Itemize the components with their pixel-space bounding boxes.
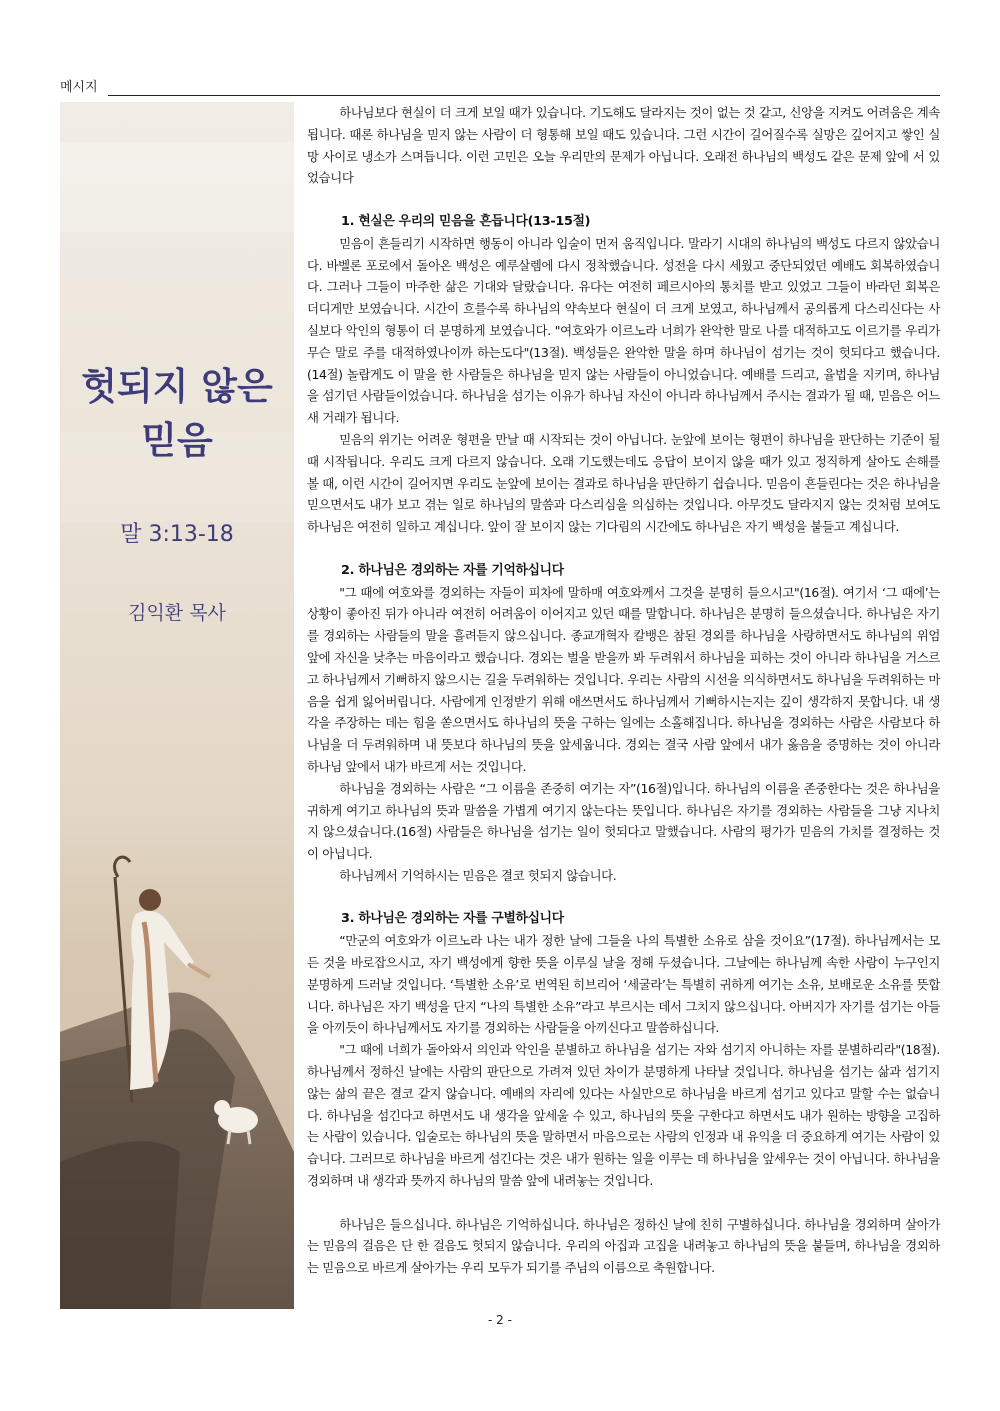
page-header <box>60 80 940 102</box>
shepherd-illustration <box>60 782 294 1309</box>
section-label: 메시지 <box>60 80 98 95</box>
background-streak <box>60 142 294 232</box>
intro-paragraph: 하나님보다 현실이 더 크게 보일 때가 있습니다. 기도해도 달라지는 것이 없는 것 같고, 신앙을 지켜도 어려움은 계속됩니다. 때론 하나님을 믿지 않는 사람이 더 형통해 보일 때도 있습니다. 그런 시간이 길어질수록 실망은 깊어지고 쌓인 실망 사이로 냉소가 스며듭니다. 이런 고민은 오늘 우리만의 문제가 아닙니다. 오래전 하나님의 백성도 같은 문제 앞에 서 있었습니다 <box>307 105 940 186</box>
spacer <box>307 189 940 211</box>
section-heading: 2. 하나님은 경외하는 자를 기억하십니다 <box>341 562 564 578</box>
body-paragraph: 믿음의 위기는 어려운 형편을 만날 때 시작되는 것이 아닙니다. 눈앞에 보이는 형편이 하나님을 판단하는 기준이 될 때 시작됩니다. 우리도 크게 다르지 않습니다. 오래 기도했는데도 응답이 보이지 않을 때가 있고 정직하게 살아도 손해를 볼 때, 이런 시간이 길어지면 우리도 눈앞에 보이는 결과로 하나님을 판단하기 쉽습니다. 믿음이 흔들린다는 것은 하나님을 믿으면서도 내가 보고 겪는 일로 하나님의 말씀과 다스리심을 의심하는 것입니다. 아무것도 달라지지 않는 것처럼 보여도 하나님은 여전히 일하고 계십니다. 앞이 잘 보이지 않는 기다림의 시간에도 하나님은 자기 백성을 붙들고 계십니다. <box>307 431 940 535</box>
spacer <box>307 1192 940 1214</box>
sermon-title-line1: 헛되지 않은 <box>81 365 273 408</box>
body-paragraph: 믿음이 흔들리기 시작하면 행동이 아니라 입술이 먼저 움직입니다. 말라기 시대의 하나님의 백성도 다르지 않았습니다. 바벨론 포로에서 돌아온 백성은 예루살렘에 다시 정착했습니다. 성전을 다시 세웠고 중단되었던 예배도 회복하였습니다. 그러나 그들이 마주한 삶은 기대와 달랐습니다. 유다는 여전히 페르시아의 통치를 받고 있었고 그들이 바라던 회복은 더디게만 보였습니다. 시간이 흐를수록 하나님의 약속보다 현실이 더 크게 보였고, 하나님께서 공의롭게 다스리신다는 사실보다 악인의 형통이 더 분명하게 보였습니다. "여호와가 이르노라 너희가 완악한 말로 나를 대적하고도 이르기를 우리가 무슨 말로 주를 대적하였나이까 하는도다"(13절). 백성들은 완악한 말을 하며 하나님이 섬기는 것이 헛되다고 했습니다.(14절) 놀랍게도 이 말을 한 사람들은 하나님을 믿지 않는 사람들이 아니었습니다. 예배를 드리고, 율법을 지키며, 하나님을 섬기던 사람들이었습니다. 하나님을 섬기는 이유가 하나님 자신이 아니라 하나님께서 주시는 결과가 될 때, 믿음은 어느새 거래가 됩니다. <box>307 235 940 426</box>
spacer <box>307 887 940 909</box>
section-heading: 3. 하나님은 경외하는 자를 구별하십니다 <box>341 911 564 927</box>
article-body <box>307 102 940 1279</box>
sermon-title-line2: 믿음 <box>141 419 213 462</box>
sermon-author: 김익환 목사 <box>128 602 226 624</box>
body-paragraph: “만군의 여호와가 이르노라 나는 내가 정한 날에 그들을 나의 특별한 소유로 삼을 것이요”(17절). 하나님께서는 모든 것을 바로잡으시고, 자기 백성에게 향한 뜻을 이루실 날을 정해 두셨습니다. 그날에는 하나님께 속한 사람이 누구인지 분명하게 드러날 것입니다. ‘특별한 소유’로 번역된 히브리어 ‘세굴라’는 특별히 귀하게 여기는 소유, 보배로운 소유를 뜻합니다. 하나님은 자기 백성을 단지 “나의 특별한 소유”라고 부르시는 데서 그치지 않으십니다. 아버지가 자기를 섬기는 아들을 아끼듯이 하나님께서도 자기를 경외하는 사람들을 아끼신다고 말씀하십니다. <box>307 933 940 1036</box>
spacer <box>307 538 940 560</box>
body-paragraph: "그 때에 너희가 돌아와서 의인과 악인을 분별하고 하나님을 섬기는 자와 섬기지 아니하는 자를 분별하리라"(18절). 하나님께서 정하신 날에는 사람의 판단으로 가려져 있던 차이가 분명하게 나타날 것입니다. 하나님을 섬기는 삶과 섬기지 않는 삶의 끝은 결코 같지 않습니다. 예배의 자리에 있다는 사실만으로 하나님을 바르게 섬기고 있다고 말할 수는 없습니다. 하나님을 섬긴다고 하면서도 내 생각을 앞세울 수 있고, 하나님의 뜻을 구한다고 하면서도 내가 원하는 방향을 고집하는 사람이 있습니다. 입술로는 하나님의 뜻을 말하면서 마음으로는 사람의 인정과 내 유익을 더 중요하게 여기는 사람이 있습니다. 그러므로 하나님을 바르게 섬긴다는 것은 내가 원하는 일을 이루는 데 하나님을 앞세우는 것이 아닙니다. 하나님을 경외하며 내 생각과 뜻까지 하나님의 말씀 앞에 내려놓는 것입니다. <box>307 1042 940 1189</box>
conclusion-paragraph: 하나님은 들으십니다. 하나님은 기억하십니다. 하나님은 정하신 날에 친히 구별하십니다. 하나님을 경외하며 살아가는 믿음의 걸음은 단 한 걸음도 헛되지 않습니다. 우리의 아집과 고집을 내려놓고 하나님의 뜻을 붙들며, 하나님을 경외하는 믿음으로 바르게 살아가는 우리 모두가 되기를 주님의 이름으로 축원합니다. <box>307 1216 940 1276</box>
page-number: - 2 - <box>488 1313 512 1327</box>
sidebar-banner <box>60 102 294 1309</box>
body-paragraph: "그 때에 여호와를 경외하는 자들이 피차에 말하매 여호와께서 그것을 분명히 들으시고"(16절). 여기서 ‘그 때에’는 상황이 좋아진 뒤가 아니라 여전히 어려움이 이어지고 있던 때를 말합니다. 하나님은 분명히 들으셨습니다. 하나님은 자기를 경외하는 사람들의 말을 흘려듣지 않으십니다. 종교개혁자 칼뱅은 참된 경외를 하나님을 사랑하면서도 하나님의 위엄 앞에 자신을 낮추는 마음이라고 했습니다. 경외는 벌을 받을까 봐 두려워서 하나님을 피하는 것이 아니라 하나님을 거스르고 하나님께서 기뻐하지 않으시는 길을 두려워하는 것입니다. 우리는 사람의 시선을 의식하면서도 하나님을 두려워하는 마음을 쉽게 잃어버립니다. 사람에게 인정받기 위해 애쓰면서도 하나님께서 기뻐하시는지는 깊이 생각하지 못합니다. 내 생각을 주장하는 데는 힘을 쏟으면서도 하나님의 뜻을 구하는 일에는 소홀해집니다. 하나님을 경외하는 사람은 사람보다 하나님을 더 두려워하며 내 뜻보다 하나님의 뜻을 앞세웁니다. 경외는 결국 사람 앞에서 내가 옳음을 증명하는 것이 아니라 하나님 앞에서 내가 바르게 서는 것입니다. <box>307 584 940 774</box>
header-rule <box>108 95 940 96</box>
body-paragraph: 하나님께서 기억하시는 믿음은 결코 헛되지 않습니다. <box>339 867 617 883</box>
section-heading: 1. 현실은 우리의 믿음을 흔듭니다(13-15절) <box>341 213 591 229</box>
scripture-reference: 말 3:13-18 <box>120 522 234 547</box>
body-paragraph: 하나님을 경외하는 사람은 “그 이름을 존중히 여기는 자”(16절)입니다. 하나님의 이름을 존중한다는 것은 하나님을 귀하게 여기고 하나님의 뜻과 말씀을 가볍게 여기지 않는다는 뜻입니다. 하나님은 자기를 경외하는 사람들을 그냥 지나치지 않으셨습니다.(16절) 사람들은 하나님을 섬기는 일이 헛되다고 말했습니다. 사람의 평가가 믿음의 가치를 결정하는 것이 아닙니다. <box>307 780 940 862</box>
